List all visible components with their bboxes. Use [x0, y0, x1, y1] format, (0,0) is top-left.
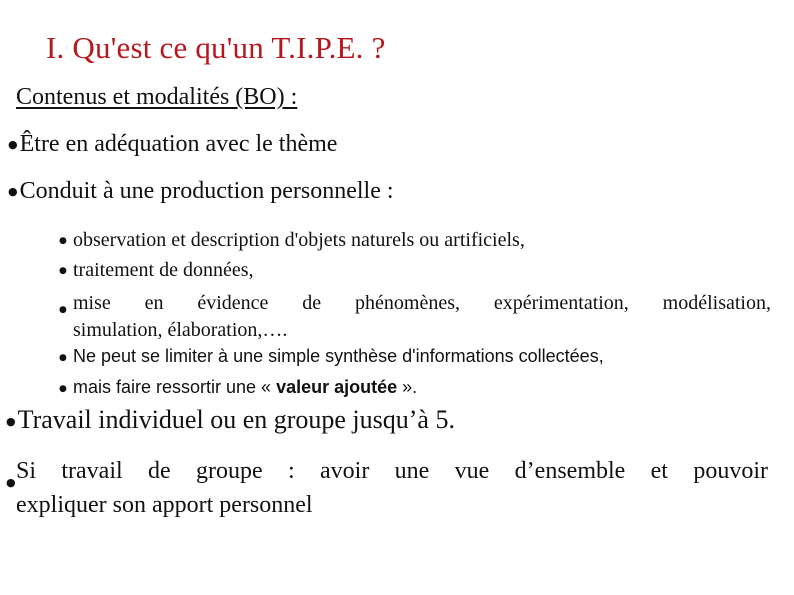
sub-bullet-text-line2: simulation, élaboration,…. [73, 319, 288, 341]
section-heading [16, 84, 297, 111]
sub-bullet-item [59, 290, 771, 344]
bold-emphasis: valeur ajoutée [276, 377, 398, 397]
sub-bullet-item [59, 259, 254, 282]
bullet-item [8, 178, 394, 205]
text-before-bold: mais faire ressortir une « [73, 377, 277, 397]
bullet-text-line2: expliquer son apport personnel [16, 492, 313, 518]
bullet-text: Travail individuel ou en groupe jusqu’à 5. [17, 405, 455, 434]
sub-bullet-text: observation et description d'objets naturels ou artificiels, [73, 229, 525, 251]
bullet-item [8, 131, 337, 158]
bullet-dot-icon: ● [6, 415, 16, 428]
bullet-dot-icon: ● [59, 236, 67, 246]
sub-bullet-item [59, 229, 525, 252]
bullet-dot-icon: ● [59, 384, 67, 394]
bullet-dot-icon: ● [6, 476, 16, 489]
section-heading-text: Contenus et modalités (BO) : [16, 84, 298, 110]
sub-bullet-item [59, 377, 418, 398]
bullet-text-line1: Si travail de groupe : avoir une vue d’ensemble et pouvoir [16, 458, 768, 484]
sub-bullet-text-line1: mise en évidence de phénomènes, expérimentation, modélisation, [73, 292, 771, 314]
bullet-text: Être en adéquation avec le thème [19, 131, 338, 157]
sub-bullet-text: Ne peut se limiter à une simple synthèse d'informations collectées, [73, 346, 604, 366]
bullet-dot-icon: ● [59, 305, 67, 315]
bullet-dot-icon: ● [8, 185, 18, 198]
sub-bullet-item [59, 346, 604, 367]
bullet-item [6, 454, 768, 522]
bullet-dot-icon: ● [8, 138, 18, 151]
sub-bullet-text [73, 377, 417, 398]
bullet-item [6, 405, 455, 435]
text-after-bold: ». [397, 377, 418, 397]
slide-title: I. Qu'est ce qu'un T.I.P.E. ? [46, 30, 386, 65]
sub-bullet-text: traitement de données, [73, 259, 254, 281]
bullet-dot-icon: ● [59, 266, 67, 276]
bullet-dot-icon: ● [59, 353, 67, 363]
bullet-text: Conduit à une production personnelle : [19, 178, 394, 204]
